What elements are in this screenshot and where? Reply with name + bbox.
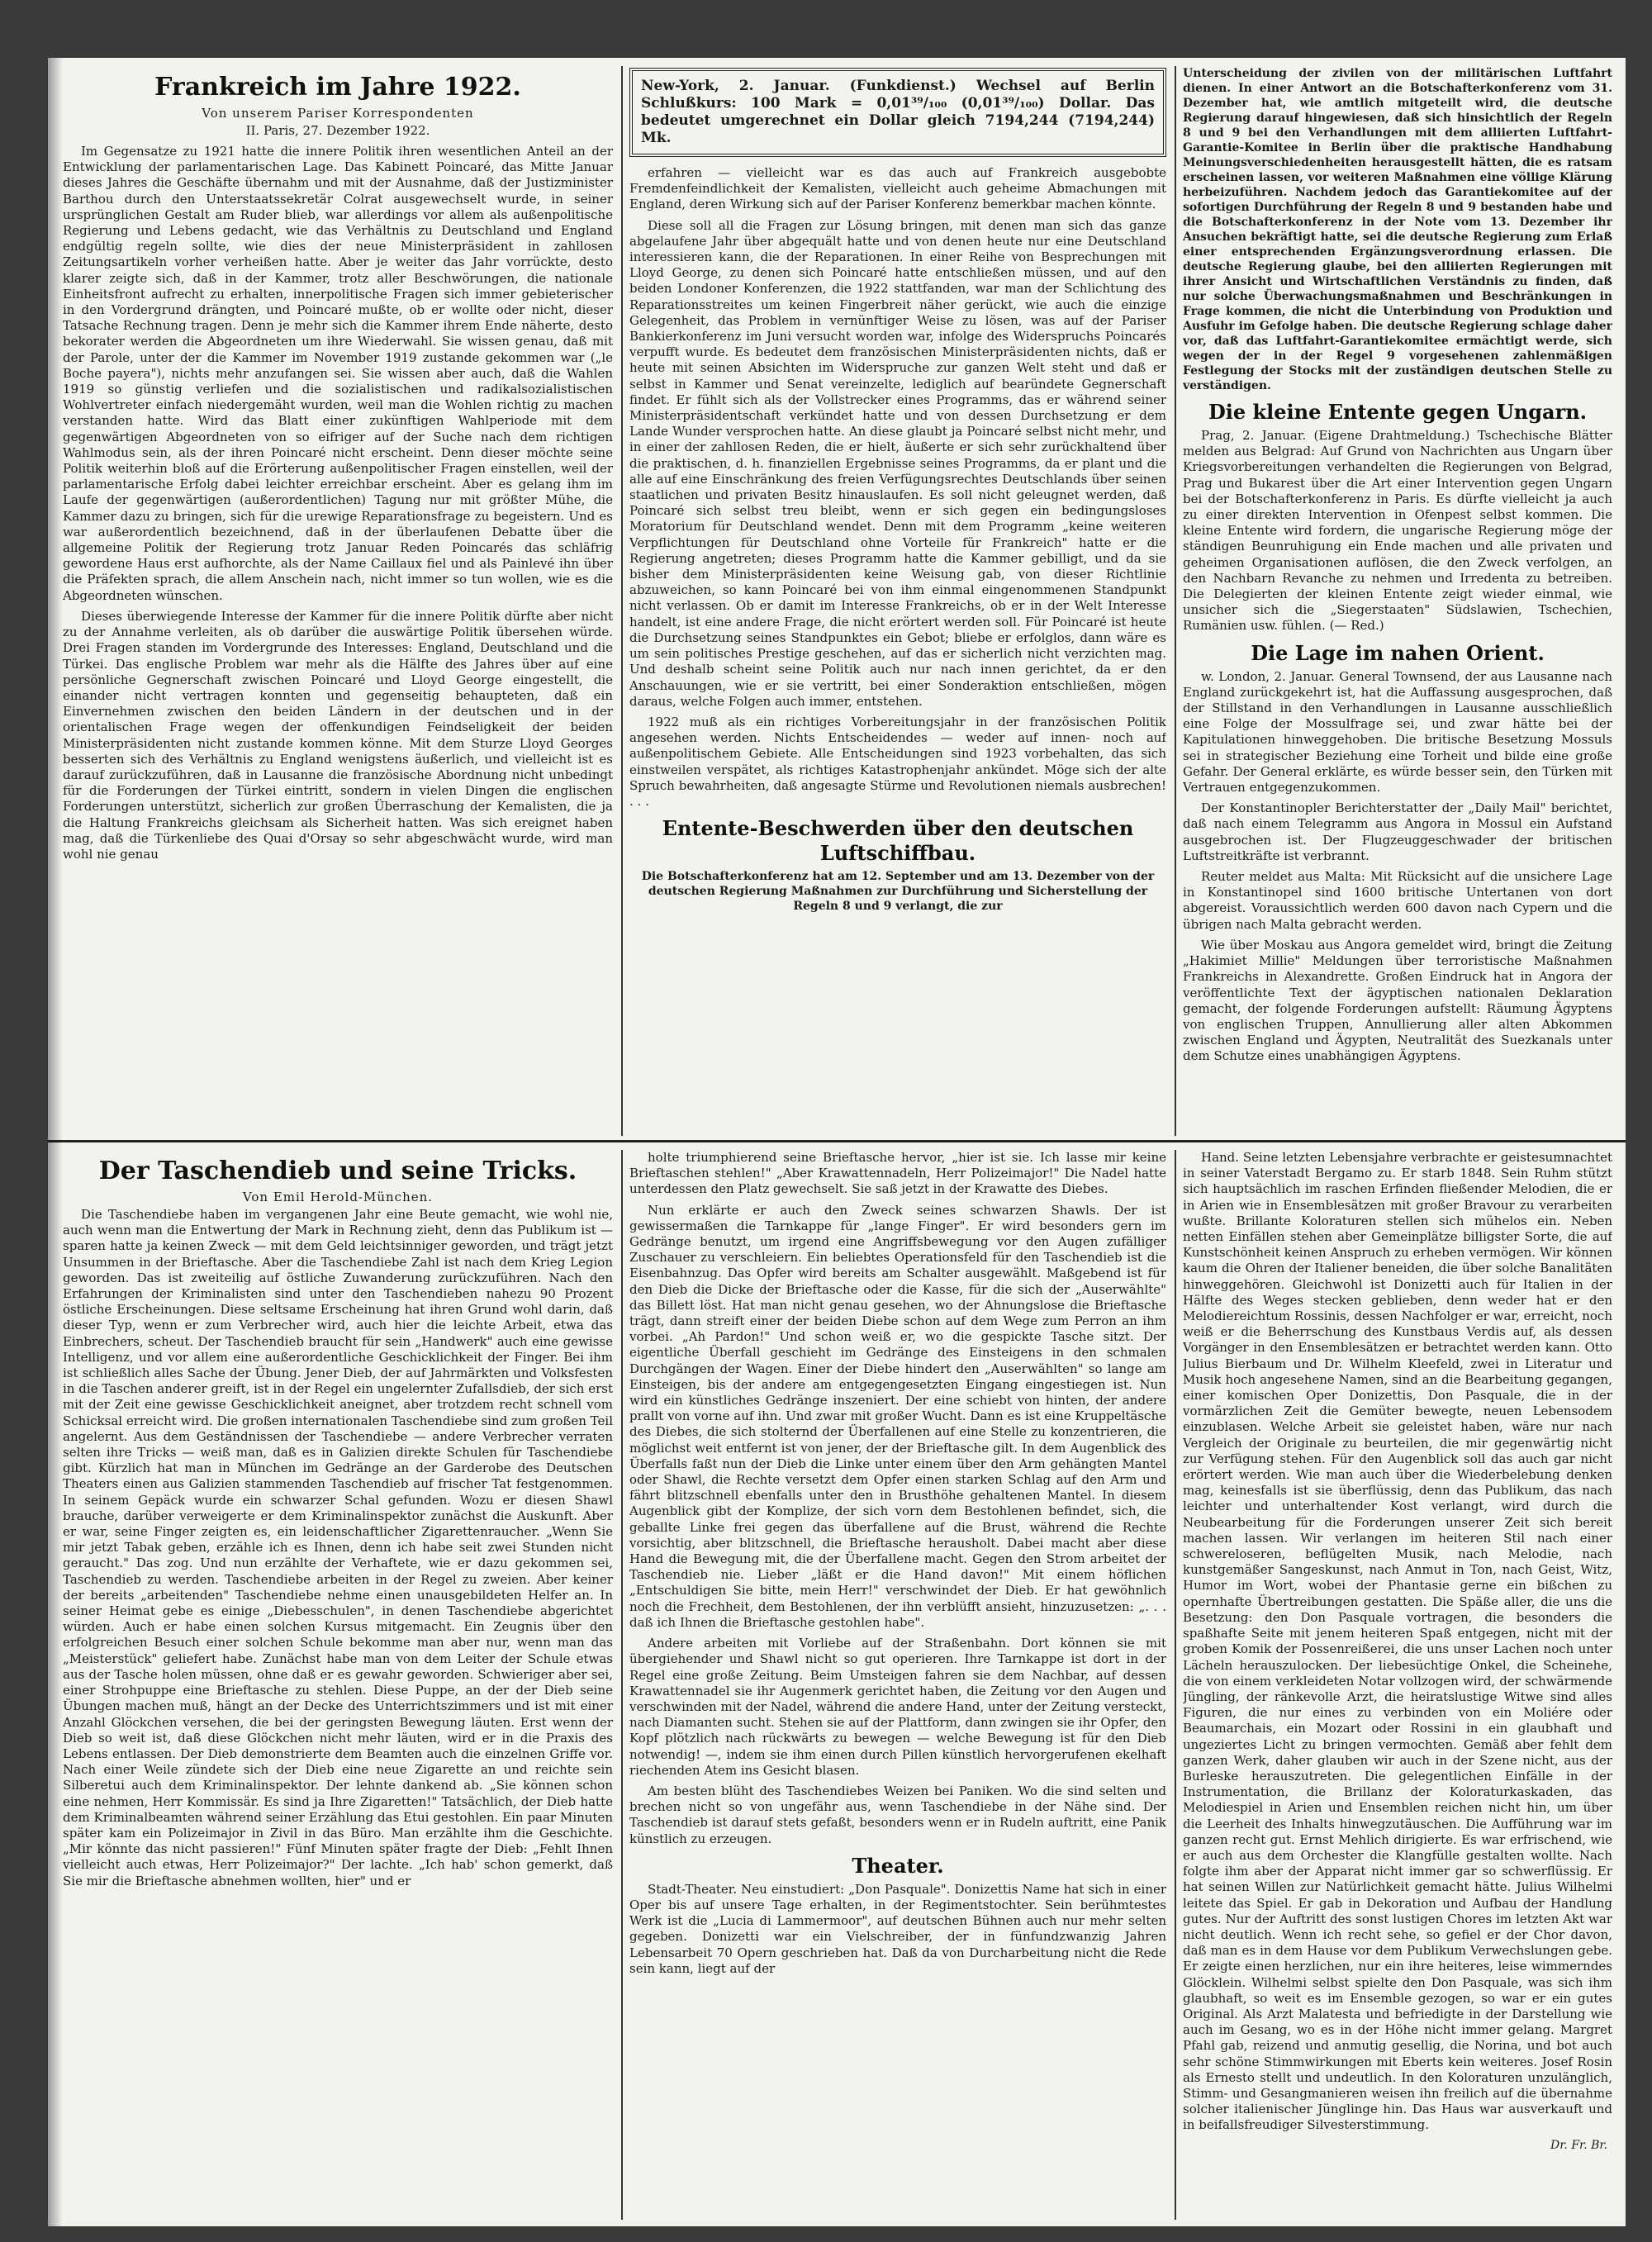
headline-taschendieb: Der Taschendieb und seine Tricks. — [98, 1157, 577, 1185]
article-taschendieb — [63, 1150, 613, 2216]
paragraph: Im Gegensatze zu 1921 hatte die innere Politik ihren wesentlichen Anteil an der Entwicklung der parlamentarischen Lage. Das Kabinett Poincaré, das Mitte Januar dieses Jahres die Geschäfte übernahm und mit der Ausnahme, daß der Justizminister Barthou durch den Unterstaatssekretär Colrat ausgewechselt wurde, in seiner ursprünglichen Gestalt am Ruder blieb, war allerdings vor allem als außenpolitische Regierung und Lebens gedacht, wie das Verhältnis zu Deutschland und England endgültig regeln sollte, wie dies der neue Ministerpräsident in zahllosen Zeitungsartikeln vorher verheißen hatte. Aber je weiter das Jahr vorrückte, desto klarer zeigte sich, daß in der Kammer, trotz aller Beschwörungen, die nationale Einheitsfront aufrecht zu erhalten, innerpolitische Fragen sich immer gebieterischer in den Vordergrund drängten, und Poincaré mußte, ob er wollte oder nicht, dieser Tatsache Rechnung tragen. Denn je mehr sich die Kammer ihrem Ende näherte, desto bekorater werden die Abgeordneten um ihre Wiederwahl. Sie wissen genau, daß mit der Parole, unter der die Kammer im November 1919 zustande gekommen war („le Boche payera"), nichts mehr anzufangen sei. Sie wissen aber auch, daß die Wahlen 1919 so günstig verliefen und die sozialistischen und radikalsozialistischen Wohlvertreter einfach niedergemäht wurden, weil man die Wohlen richtig zu machen verstanden hatte. Wird das Blatt einer zukünftigen Wahlperiode mit dem gegenwärtigen Abgeordneten von so eifriger auf der Suche nach dem richtigen Wahlmodus sein, als der ihren Poincaré nicht erscheint. Denn dieser möchte seine Politik weiterhin bloß auf die Erörterung außenpolitischer Fragen einstellen, weil der parlamentarische Erfolg dabei leichter erreichbar erscheint. Aber es gelang ihm im Laufe der gegenwärtigen (außerordentlichen) Tagung nur mit größter Mühe, die Kammer dazu zu bringen, sich für die urewige Reparationsfrage zu begeistern. Und es war außerordentlich bezeichnend, daß in der überlaufenen Debatte über die allgemeine Politik der Regierung trotz Januar Reden Poincarés das schläfrig gewordene Haus erst aufhorchte, als der Name Caillaux fiel und als Painlevé ihn über die Präfekten sprach, die allem Anschein nach, nicht immer so tun wollen, wie es die Abgeordneten wünschen. — [63, 144, 613, 603]
column-rule — [1175, 1150, 1176, 2220]
article-frankreich — [63, 66, 613, 1132]
right-column-top — [1183, 66, 1612, 1132]
page-edge-shadow — [48, 58, 63, 2226]
paragraph: Wie über Moskau aus Angora gemeldet wird, bringt die Zeitung „Hakimiet Millie" Meldungen über terroristische Maßnahmen Frankreichs in Alexandrette. Großen Eindruck hat in Angora der veröffentlichte Text der ägyptischen nationalen Deklaration gemacht, der folgende Forderungen aufstellt: Räumung Ägyptens von englischen Truppen, Annullierung aller alten Abkommen zwischen England und Ägypten, Neutralität des Suezkanals unter dem Schutze eines unabhängigen Ägyptens. — [1183, 937, 1612, 1064]
column-rule — [1175, 66, 1176, 1136]
paragraph: Diese soll all die Fragen zur Lösung bringen, mit denen man sich das ganze abgelaufene Jahr über abgequält hatte und von denen heute nur eine Deutschland interessieren kann, die der Reparationen. In einer Reihe von Besprechungen mit Lloyd George, zu denen sich Poincaré hatte entschließen müssen, und auf den beiden Londoner Konferenzen, die 1922 stattfanden, war man der Schlichtung des Reparationsstreites um keinen Fingerbreit näher gerückt, wie auch die einzige Gelegenheit, das Problem in vernünftiger Weise zu lösen, was auf der Pariser Bankierkonferenz im Juni versucht worden war, infolge des Widerspruchs Poincarés verpufft wurde. Es bedeutet dem französischen Ministerpräsidenten nichts, daß er heute mit seinen Absichten im Widerspruche zur ganzen Welt steht und daß er selbst in Kammer und Senat vereinzelte, lediglich auf bearündete Gegnerschaft findet. Er fühlt sich als der Vollstrecker eines Programms, das er während seiner Ministerpräsidentschaft verkündet hatte und von dessen Durchsetzung er dem Lande Wunder versprochen hatte. An diese glaubt ja Poincaré selbst nicht mehr, und in einer der zahllosen Reden, die er hielt, äußerte er sich sehr zurückhaltend über die praktischen, d. h. finanziellen Ergebnisse seines Programms, da er plant und die alle auf eine Einschränkung des freien Verfügungsrechtes Deutschlands über seinen staatlichen und privaten Besitz hinauslaufen. Es soll nicht geleugnet werden, daß Poincaré sich selbst treu bleibt, wenn er sich gegen ein bedingungsloses Moratorium für Deutschland wendet. Denn mit dem Programm „keine weiteren Verpflichtungen für Deutschland ohne Vorteile für Frankreich" hatte er die Regierung angetreten; dieses Programm hatte die Kammer gebilligt, und da sie bisher dem Ministerpräsidenten keine Weisung gab, von dieser Richtlinie abzuweichen, so kann Poincaré bei von ihm einmal eingenommenen Standpunkt nicht verlassen. Ob er damit im Interesse Frankreichs, ob er in der Welt Interesse handelt, ist eine andere Frage, die nicht erörtert werden soll. Für Poincaré ist heute die Durchsetzung seines Standpunktes ein Gebot; bliebe er erfolglos, dann wäre es um sein politisches Prestige geschehen, auf das er sicherlich nicht verzichten mag. Und deshalb scheint seine Politik auch nur nach innen gerichtet, da er den Anschauungen, wie er sie vertritt, bei einer Sonderaktion entschließen, mögen daraus, welche Folgen auch immer, entstehen. — [629, 217, 1166, 709]
headline-lage-orient: Die Lage im nahen Orient. — [1251, 640, 1545, 665]
exchange-rate-notice: New-York, 2. Januar. (Funkdienst.) Wechsel auf Berlin Schlußkurs: 100 Mark = 0,01³⁹/₁₀₀ (0,01³⁹/₁₀₀) Dollar. Das bedeutet umgerechnet ein Dollar gleich 7194,244 (7194,244) Mk. — [629, 68, 1166, 157]
review-signature: Dr. Fr. Br. — [1550, 2138, 1607, 2152]
paragraph: Reuter meldet aus Malta: Mit Rücksicht auf die unsichere Lage in Konstantinopel sind 1600 britische Untertanen von dort abgereist. Voraussichtlich werden 600 davon nach Cypern und die übrigen nach Malta gebracht werden. — [1183, 869, 1612, 932]
column-rule — [621, 66, 623, 1136]
paragraph: Prag, 2. Januar. (Eigene Drahtmeldung.) Tschechische Blätter melden aus Belgrad: Auf Grund von Nachrichten aus Ungarn über Kriegsvorbereitungen verhandelten die Regierungen von Belgrad, Prag und Bukarest über die Art einer Intervention gegen Ungarn bei der Botschafterkonferenz in Paris. Es dürfte vielleicht ja auch zu einer direkten Intervention in Ofenpest selbst kommen. Die kleine Entente wird fordern, die ungarische Regierung möge der ständigen Beunruhigung ein Ende machen und alle privaten und geheimen Organisationen auflösen, die den Zweck verfolgen, an den Nachbarn Revanche zu nehmen und Irredenta zu betreiben. Die Delegierten der kleinen Entente zeigt wieder einmal, wie unsicher sich die „Siegerstaaten" Südslawien, Tschechien, Rumänien usw. fühlen. (— Red.) — [1183, 428, 1612, 634]
right-column-bottom — [1183, 1150, 1612, 2216]
paragraph: Nun erklärte er auch den Zweck seines schwarzen Shawls. Der ist gewissermaßen die Tarnkappe für „lange Finger". Er wird besonders gern im Gedränge benutzt, um irgend eine Angriffsbewegung vor den Augen zufälliger Zuschauer zu verschleiern. Ein beliebtes Operationsfeld für den Taschendieb ist die Eisenbahnzug. Das Opfer wird bereits am Schalter ausgewählt. Maßgebend ist für den Dieb die Dicke der Brieftasche oder die Kasse, für die sich der „Auserwählte" das Billett löst. Hat man nicht genau gesehen, wo der Ahnungslose die Brieftasche trägt, dann streift einer der beiden Diebe schon auf dem Wege zum Perron an ihm vorbei. „Ah Pardon!" Und schon weiß er, wo die gespickte Tasche sitzt. Der eigentliche Überfall geschieht im Gedränge des Einsteigens in den schmalen Durchgängen der Wagen. Einer der Diebe hindert den „Auserwählten" so lange am Einsteigen, bis der andere am entgegengesetzten Eingang eingestiegen ist. Nun wird ein künstliches Gedränge inszeniert. Der eine schiebt von hinten, der andere prallt von vorne auf ihn. Und zwar mit großer Wucht. Dann es ist eine Kruppeltäsche des Diebes, die sich stolternd der Überfallenen auf eine Stelle zu konzentrieren, die möglichst weit entfernt ist von jener, der der Brieftasche gilt. In dem Augenblick des Überfalls faßt nun der Dieb die Linke unter einem über den Arm gehängten Mantel oder Shawl, die Rechte versetzt dem Opfer einen starken Schlag auf den Arm und fährt blitzschnell ebenfalls unter den in Brusthöhe gehaltenen Mantel. In diesem Augenblick gibt der Komplize, der sich vorn dem Bestohlenen befindet, sich, die geballte Linke frei gegen das überfallene auf die Brust, während die Rechte vorsichtig, aber blitzschnell, die Brieftasche herausholt. Dabei macht aber diese Hand die Bewegung mit, die der Überfallene macht. Gegen den Strom arbeitet der Taschendieb nie. Lieber „läßt er die Hand davon!" Mit einem höflichen „Entschuldigen Sie bitte, mein Herr!" verschwindet der Dieb. Er hat gewöhnlich noch die Frechheit, dem Bestohlenen, der ihn verblüfft ansieht, hinzuzusetzen: „. . . daß ich Ihnen die Brieftasche gestohlen habe". — [629, 1202, 1166, 1630]
paragraph: w. London, 2. Januar. General Townsend, der aus Lausanne nach England zurückgekehrt ist, hat die Auffassung ausgesprochen, daß der Stillstand in den Verhandlungen in Lausanne ausschließlich eine Folge der Mossulfrage sei, und zwar hätte bei der Kapitulationen hinweggehoben. Die britische Besetzung Mossuls sei in strategischer Beziehung eine Torheit und bilde eine große Gefahr. Der General erklärte, es würde besser sein, den Türken mit Vertrauen entgegenzukommen. — [1183, 668, 1612, 796]
section-divider — [48, 1140, 1626, 1142]
paragraph: holte triumphierend seine Brieftasche hervor, „hier ist sie. Ich lasse mir keine Brieftaschen stehlen!" „Aber Krawattennadeln, Herr Polizeimajor!" Die Nadel hatte unterdessen den Platz gewechselt. Sie saß jetzt in der Krawatte des Diebes. — [629, 1150, 1166, 1197]
dateline-frankreich: II. Paris, 27. Dezember 1922. — [245, 123, 430, 138]
paragraph: Am besten blüht des Taschendiebes Weizen bei Paniken. Wo die sind selten und brechen nicht so von ungefähr aus, wenn Taschendiebe in der Nähe sind. Der Taschendieb ist darauf stets gefaßt, besonders wenn er in Rudeln auftritt, eine Panik künstlich zu erzeugen. — [629, 1783, 1166, 1846]
paragraph: 1922 muß als ein richtiges Vorbereitungsjahr in der französischen Politik angesehen werden. Nichts Entscheidendes — weder auf innen- noch auf außenpolitischem Gebiete. Alle Entscheidungen sind 1923 vorbehalten, das sich einstweilen verspätet, als richtiges Katastrophenjahr ankündet. Möge sich der alte Spruch bewahrheiten, daß angesagte Stürme und Revolutionen niemals ausbrechen! . . . — [629, 714, 1166, 809]
paragraph: Die Taschendiebe haben im vergangenen Jahr eine Beute gemacht, wie wohl nie, auch wenn man die Entwertung der Mark in Rechnung zieht, denn das Publikum ist — sparen hatte ja keinen Zweck — mit dem Geld leichtsinniger geworden, und trägt jetzt Unsummen in der Brieftasche. Aber die Taschendiebe Zahl ist nach dem Krieg Legion geworden. Das ist zweiteilig auf östliche Zuwanderung zurückzuführen. Nach den Erfahrungen der Kriminalisten sind unter den Taschendieben nahezu 90 Prozent östliche Erscheinungen. Diese seltsame Erscheinung hat ihren Grund wohl darin, daß dieser Typ, wenn er zum Verbrecher wird, auch hier die leichte Arbeit, etwa das Einbrechers, scheut. Der Taschendieb braucht für sein „Handwerk" auch eine gewisse Intelligenz, und vor allem eine außerordentliche Geschicklichkeit der Finger. Bei ihm ist schließlich alles Sache der Übung. Jener Dieb, der auf Jahrmärkten und Volksfesten in die Taschen anderer greift, ist in der Regel ein ungelernter Zufallsdieb, der sich erst mit der Zeit eine gewisse Geschicklichkeit aneignet, aber trotzdem recht schnell vom Schicksal erreicht wird. Die großen internationalen Taschendiebe sind zum großen Teil angelernt. Aus dem Geständnissen der Taschendiebe — andere Verbrecher verraten selten ihre Tricks — weiß man, daß es in Galizien direkte Schulen für Taschendiebe gibt. Kürzlich hat man in München im Gedränge an der Garderobe des Deutschen Theaters einen aus Galizien stammenden Taschendieb auf frischer Tat festgenommen. In seinem Gepäck wurde ein schwarzer Schal gefunden. Wozu er diesen Shawl brauche, darüber verweigerte er dem Kriminalinspektor zunächst die Auskunft. Aber er war, seine Finger zeigten es, ein leidenschaftlicher Zigarettenraucher. „Wenn Sie mir jetzt Tabak geben, erzähle ich es Ihnen, denn ich habe seit zwei Stunden nicht geraucht." Das zog. Und nun erzählte der Verhaftete, wie er dazu gekommen sei, Taschendieb zu werden. Taschendiebe arbeiten in der Regel zu zweien. Aber keiner der bereits „arbeitenden" Taschendiebe nehme einen unausgebildeten Helfer an. In seiner Heimat gebe es einige „Diebesschulen", in denen Taschendiebe abgerichtet würden. Auch er habe einen solchen Kursus mitgemacht. Ein Zeugnis über den erfolgreichen Besuch einer solchen Schule bekomme man aber nur, wenn man das „Meisterstück" geliefert habe. Zunächst habe man von dem Leiter der Schule etwas aus der Tasche holen müssen, ohne daß er es gewahr geworden. Schwieriger aber sei, einer Strohpuppe eine Brieftasche zu stehlen. Diese Puppe, an der der Dieb seine Übungen machen muß, hängt an der Decke des Unterrichtszimmers und ist mit einer Anzahl Glöckchen versehen, die bei der geringsten Bewegung läuten. Erst wenn der Dieb so weit ist, daß diese Glöckchen nicht mehr läuten, wird er in die Praxis des Lebens entlassen. Der Dieb demonstrierte dem Beamten auch die einzelnen Griffe vor. Nach einer Weile zündete sich der Dieb eine neue Zigarette an und reichte sein Silberetui auch dem Kriminalinspektor. Der lehnte dankend ab. „Sie können schon eine nehmen, Herr Kommissär. Es sind ja Ihre Zigaretten!" Tatsächlich, der Dieb hatte dem Kriminalbeamten während seiner Erzählung das Etui gestohlen. Ein paar Minuten später kam ein Polizeimajor in Zivil in das Büro. Man erzählte ihm die Geschichte. „Mir könnte das nicht passieren!" Fünf Minuten später fragte der Dieb: „Fehlt Ihnen vielleicht auch etwas, Herr Polizeimajor?" Der lachte. „Ich hab' schon gemerkt, daß Sie mir die Brieftasche abnehmen wollten, hier" und er — [63, 1207, 613, 1888]
byline-frankreich: Von unserem Pariser Korrespondenten — [202, 106, 474, 121]
entente-lead: Die Botschafterkonferenz hat am 12. September und am 13. Dezember von der deutschen Regierung Maßnahmen zur Durchführung und Sicherstellung der Regeln 8 und 9 verlangt, die zur — [641, 870, 1155, 914]
headline-entente-luftschiffbau: Entente-Beschwerden über den deutschen Luftschiffbau. — [662, 816, 1134, 866]
headline-frankreich: Frankreich im Jahre 1922. — [154, 73, 521, 102]
paragraph: Stadt-Theater. Neu einstudiert: „Don Pasquale". Donizettis Name hat sich in einer Oper bis auf unsere Tage erhalten, in der Regimentstochter. Sein berühmtestes Werk ist die „Lucia di Lammermoor", auf deutschen Bühnen auch nur mehr selten gegeben. Donizetti war ein Vielschreiber, der in fünfundzwanzig Jahren Lebensarbeit 70 Opern geschrieben hat. Daß da von Durcharbeitung nicht die Rede sein kann, liegt auf der — [629, 1881, 1166, 1976]
paragraph: Der Konstantinopler Berichterstatter der „Daily Mail" berichtet, daß nach einem Telegramm aus Angora in Mossul ein Aufstand ausgebrochen ist. Der Flugzeuggeschwader der britischen Luftstreitkräfte ist verbrannt. — [1183, 800, 1612, 863]
paragraph: Andere arbeiten mit Vorliebe auf der Straßenbahn. Dort können sie mit übergiehender und Shawl nicht so gut operieren. Ihre Tarnkappe ist dort in der Regel eine große Zeitung. Beim Umsteigen fahren sie dem Nachbar, auf dessen Krawattennadel sie ihr Augenmerk gerichtet haben, die Zeitung vor den Augen und verschwinden mit der Nadel, während die andere Hand, unter der Zeitung versteckt, nach Diamanten sucht. Stehen sie auf der Plattform, dann zwingen sie ihr Opfer, den Kopf plötzlich nach rückwärts zu bewegen — welche Bewegung ist für den Dieb notwendig! —, indem sie ihm einen durch Pillen künstlich hervorgerufenen ekelhaft riechenden Atem ins Gesicht blasen. — [629, 1636, 1166, 1778]
paragraph: erfahren — vielleicht war es das auch auf Frankreich ausgebobte Fremdenfeindlichkeit der Kemalisten, vielleicht auch geheime Abmachungen mit England, deren Wirkung sich auf der Pariser Konferenz bemerkbar machen könnte. — [629, 165, 1166, 212]
paragraph: Dieses überwiegende Interesse der Kammer für die innere Politik dürfte aber nicht zu der Annahme verleiten, als ob darüber die auswärtige Politik übersehen würde. Drei Fragen standen im Vordergrunde des Interesses: England, Deutschland und die Türkei. Das englische Problem war mehr als die Hälfte des Jahres über auf eine persönliche Gegnerschaft zwischen Poincaré und Lloyd George eingestellt, die einander nicht vertragen konnten und gegenseitig behaupteten, daß ein Einvernehmen zwischen den beiden Ländern in der deutschen und in der orientalischen Frage wegen der offenkundigen Feindseligkeit der beiden Ministerpräsidenten nicht zustande kommen könne. Mit dem Sturze Lloyd Georges besserten sich des Verhältnis zu England wenigstens äußerlich, und vielleicht ist es darauf zurückzuführen, daß in Lausanne die französische Abordnung nicht unbedingt für die Forderungen der Türkei eintritt, sondern in vielen Dingen die englischen Forderungen unterstützt, sicherlich zur großen Überraschung der Kemalisten, die ja die Haltung Frankreichs gleichsam als Sicherheit hatten. Was sich ereignet haben mag, daß die Türkenliebe des Quai d'Orsay so sehr abgeschwächt wurde, wird man wohl nie genau — [63, 608, 613, 862]
middle-column-top — [629, 66, 1166, 1132]
newspaper-page — [48, 58, 1626, 2226]
headline-kleine-entente: Die kleine Entente gegen Ungarn. — [1208, 400, 1588, 424]
middle-column-bottom — [629, 1150, 1166, 2216]
luftfahrt-continuation: Unterscheidung der zivilen von der militärischen Luftfahrt dienen. In einer Antwort an die Botschafterkonferenz vom 31. Dezember hat, wie amtlich mitgeteilt wird, die deutsche Regierung darauf hingewiesen, daß sich hinsichtlich der Regeln 8 und 9 bei den Verhandlungen mit dem alliierten Luftfahrt-Garantie-Komitee in Berlin über die praktische Handhabung Meinungsverschiedenheiten herausgestellt hätten, die es ratsam erscheinen lassen, vor weiteren Maßnahmen eine völlige Klärung herbeizuführen. Nachdem jedoch das Garantiekomitee auf der sofortigen Durchführung der Regeln 8 und 9 bestanden habe und die Botschafterkonferenz in der Note vom 13. Dezember ihr Ansuchen bekräftigt hatte, sei die deutsche Regierung zum Erlaß einer entsprechenden Ergänzungsverordnung erlassen. Die deutsche Regierung glaube, bei den alliierten Regierungen mit ihrer Ansicht und Wirtschaftlichen Verständnis zu finden, daß nur solche Überwachungsmaßnahmen und Beschränkungen in Frage kommen, die nicht die Unterbindung von Produktion und Ausfuhr im Gefolge haben. Die deutsche Regierung schlage daher vor, daß das Luftfahrt-Garantiekomitee ermächtigt werde, sich wegen der in der Regel 9 vorgesehenen zahlenmäßigen Festlegung der Stocks mit der zuständigen deutschen Stelle zu verständigen. — [1183, 67, 1612, 392]
paragraph: Hand. Seine letzten Lebensjahre verbrachte er geistesumnachtet in seiner Vaterstadt Bergamo zu. Er starb 1848. Sein Ruhm stützt sich hauptsächlich im raschen Erfinden fließender Melodien, die er in Arien wie in Ensemblesätzen mit großer Bravour zu verarbeiten wußte. Brillante Koloraturen stellen sich mühelos ein. Neben netten Einfällen stehen aber Gemeinplätze billigster Sorte, die auf Kunstschönheit keinen Anspruch zu erheben vermögen. Wir können kaum die Ohren der Italiener beneiden, die über solche Banalitäten hinweggehören. Gleichwohl ist Donizetti auch für Italien in der Hälfte des Weges stecken geblieben, denn weder hat er den Melodiereichtum Rossinis, dessen Nachfolger er war, erreicht, noch weiß er die Beherrschung des Kunstbaus Verdis auf, als dessen Vorgänger in den Ensemblesätzen er betrachtet werden kann. Otto Julius Bierbaum und Dr. Wilhelm Kleefeld, zwei in Literatur und Musik hoch angesehene Namen, sind an die Bearbeitung gegangen, einer komischen Oper Donizettis, Don Pasquale, die in der vormärzlichen Zeit die Gemüter bewegte, neuen Lebensodem einzublasen. Welche Arbeit sie geleistet haben, wäre nur nach Vergleich der Originale zu beurteilen, die mir gegenwärtig nicht zur Verfügung stehen. Für den Augenblick soll das auch gar nicht erörtert werden. Wie man auch über die Wiederbelebung denken mag, keinesfalls ist sie überflüssig, denn das Publikum, das nach leichter und unterhaltender Kost verlangt, wird durch die Neubearbeitung für die Forderungen unserer Zeit sich bereit machen lassen. Wir verlangen im heiteren Stil nach einer schwereloseren, beflügelten Musik, nach Melodie, nach kunstgemäßer Sangeskunst, nach Anmut in Ton, nach Geist, Witz, Humor im Wort, wobei der Phantasie gerne ein bißchen zu opernhafte Übertreibungen gestatten. Die Späße aller, die uns die Besetzung: den Don Pasquale vortragen, die besonders die spaßhafte Seite mit jenem heiteren Spaß entgegen, nicht mit der groben Komik der Possenreißerei, die uns unser Lachen noch unter Lächeln herauszulocken. Der liebesüchtige Onkel, die Scheinehe, die von einem verkleideten Notar vollzogen wird, der schwärmende Jüngling, der ränkevolle Arzt, die heiratslustige Witwe sind alles Figuren, die nur eines zu verbinden von ein Moliére oder Beaumarchais, ein Mozart oder Rossini in ein glaubhaft und ungeziertes Licht zu bringen vermochten. Gemäß aber fehlt dem ganzen Werk, daher glauben wir auch in der Szene nicht, aus der Burleske herauszutreten. Die gelegentlichen Einfälle in der Instrumentation, die Brillanz der Koloraturkaskaden, das Melodiespiel in Arien und Ensemblen reichen nicht hin, um über die Leerheit des Inhalts hinwegzutäuschen. Die Aufführung war im ganzen recht gut. Ernst Mehlich dirigierte. Es war erfrischend, wie er auch aus dem Orchester die Klangfülle gestalten wollte. Nach folgte ihm aber der Apparat nicht immer gar so schwerflüssig. Er hat seinen Willen zur Natürlichkeit gemacht hätte. Julius Wilhelmi leitete das Spiel. Er gab in Dekoration und Aufbau der Handlung gutes. Nur der Auftritt des sonst lustigen Chores im letzten Akt war nicht deutlich. Wenn ich recht sehe, so gefiel er der Chor davon, daß man es in dem Hause vor dem Publikum Verwechslungen gebe. Er zeigte einen herzlichen, nur ein ihre heiteres, leise wimmerndes Glöcklein. Wilhelmi selbst spielte den Don Pasquale, was sich ihm glaubhaft, so weit es im Ensemble gezogen, so war er ein gutes Original. Als Arzt Malatesta und befriedigte in der Darstellung wie auch im Gesang, wo es in der Höhe nicht immer gelang. Margret Pfahl gab, reizend und anmutig gesellig, die Norina, und bot auch sehr schöne Stimmwirkungen mit Eberts kein weiteres. Josef Rosin als Ernesto stellt und undeutlich. In den Koloraturen unzulänglich, Stimm- und Gesangmanieren weisen ihn freilich auf die übernahme solcher italienischer Jünglinge hin. Das Haus war ausverkauft und in beifallsfreudiger Silvesterstimmung. — [1183, 1150, 1612, 2133]
headline-theater: Theater. — [852, 1853, 944, 1878]
byline-taschendieb: Von Emil Herold-München. — [242, 1190, 434, 1204]
column-rule — [621, 1150, 623, 2220]
